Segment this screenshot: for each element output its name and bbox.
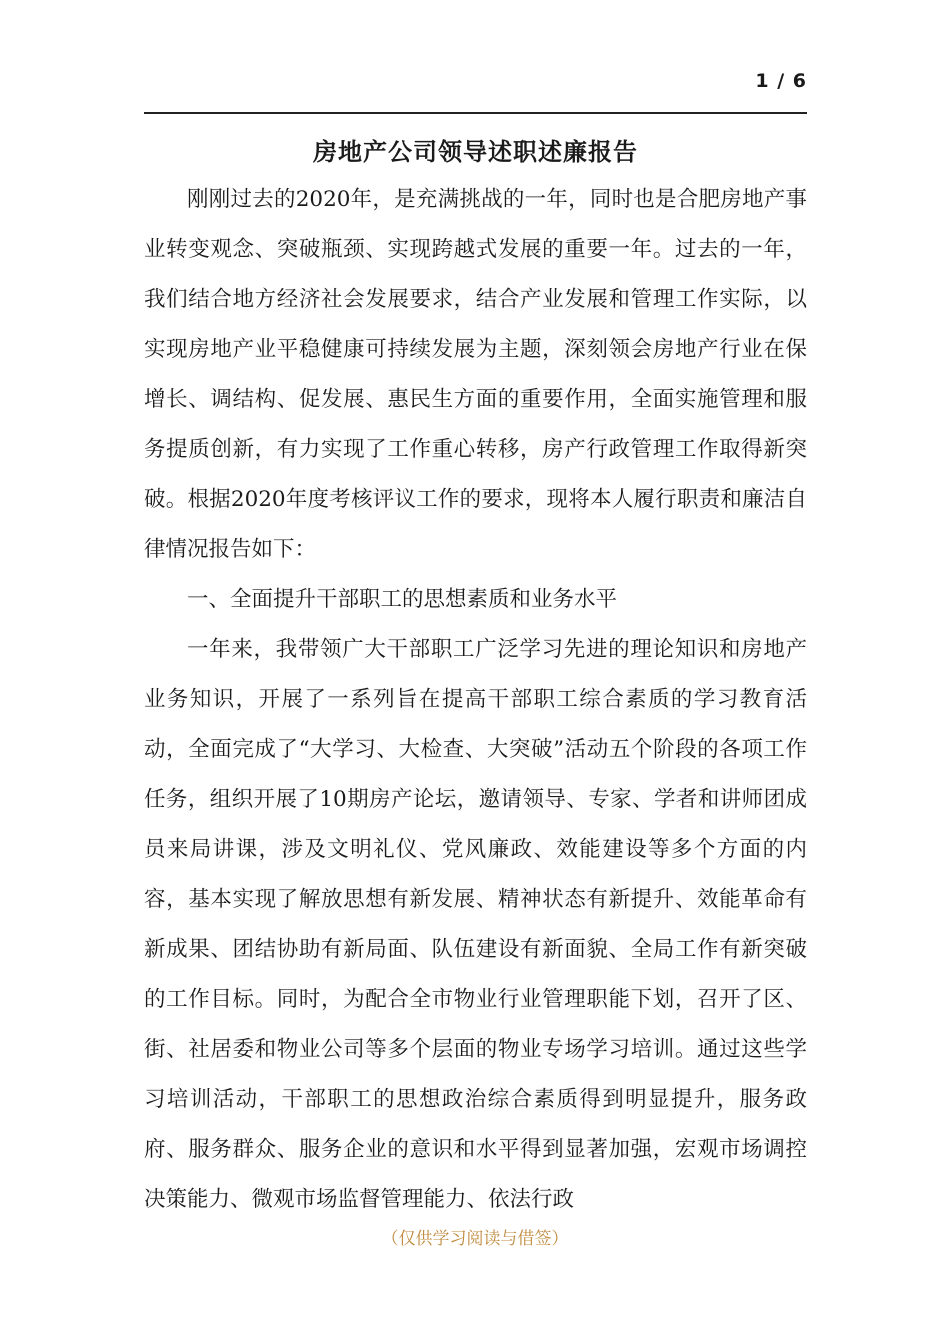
section-heading: 一、全面提升干部职工的思想素质和业务水平 (187, 587, 618, 612)
page-number: 1 / 6 (755, 70, 807, 92)
document-body (144, 175, 807, 1225)
document-title: 房地产公司领导述职述廉报告 (313, 137, 638, 166)
header-divider (144, 112, 807, 114)
section-paragraph: 一年来，我带领广大干部职工广泛学习先进的理论知识和房地产业务知识，开展了一系列旨在提高干部职工综合素质的学习教育活动，全面完成了“大学习、大检查、大突破”活动五个阶段的各项工作任务，组织开展了10期房产论坛，邀请领导、专家、学者和讲师团成员来局讲课，涉及文明礼仪、党风廉政、效能建设等多个方面的内容，基本实现了解放思想有新发展、精神状态有新提升、效能革命有新成果、团结协助有新局面、队伍建设有新面貌、全局工作有新突破的工作目标。同时，为配合全市物业行业管理职能下划，召开了区、街、社居委和物业公司等多个层面的物业专场学习培训。通过这些学习培训活动，干部职工的思想政治综合素质得到明显提升，服务政府、服务群众、服务企业的意识和水平得到显著加强，宏观市场调控决策能力、微观市场监督管理能力、依法行政 (144, 637, 807, 1212)
intro-paragraph: 刚刚过去的2020年，是充满挑战的一年，同时也是合肥房地产事业转变观念、突破瓶颈、实现跨越式发展的重要一年。过去的一年，我们结合地方经济社会发展要求，结合产业发展和管理工作实际，以实现房地产业平稳健康可持续发展为主题，深刻领会房地产行业在保增长、调结构、促发展、惠民生方面的重要作用，全面实施管理和服务提质创新，有力实现了工作重心转移，房产行政管理工作取得新突破。根据2020年度考核评议工作的要求，现将本人履行职责和廉洁自律情况报告如下： (144, 187, 807, 562)
footer-note: （仅供学习阅读与借签） (381, 1229, 569, 1249)
